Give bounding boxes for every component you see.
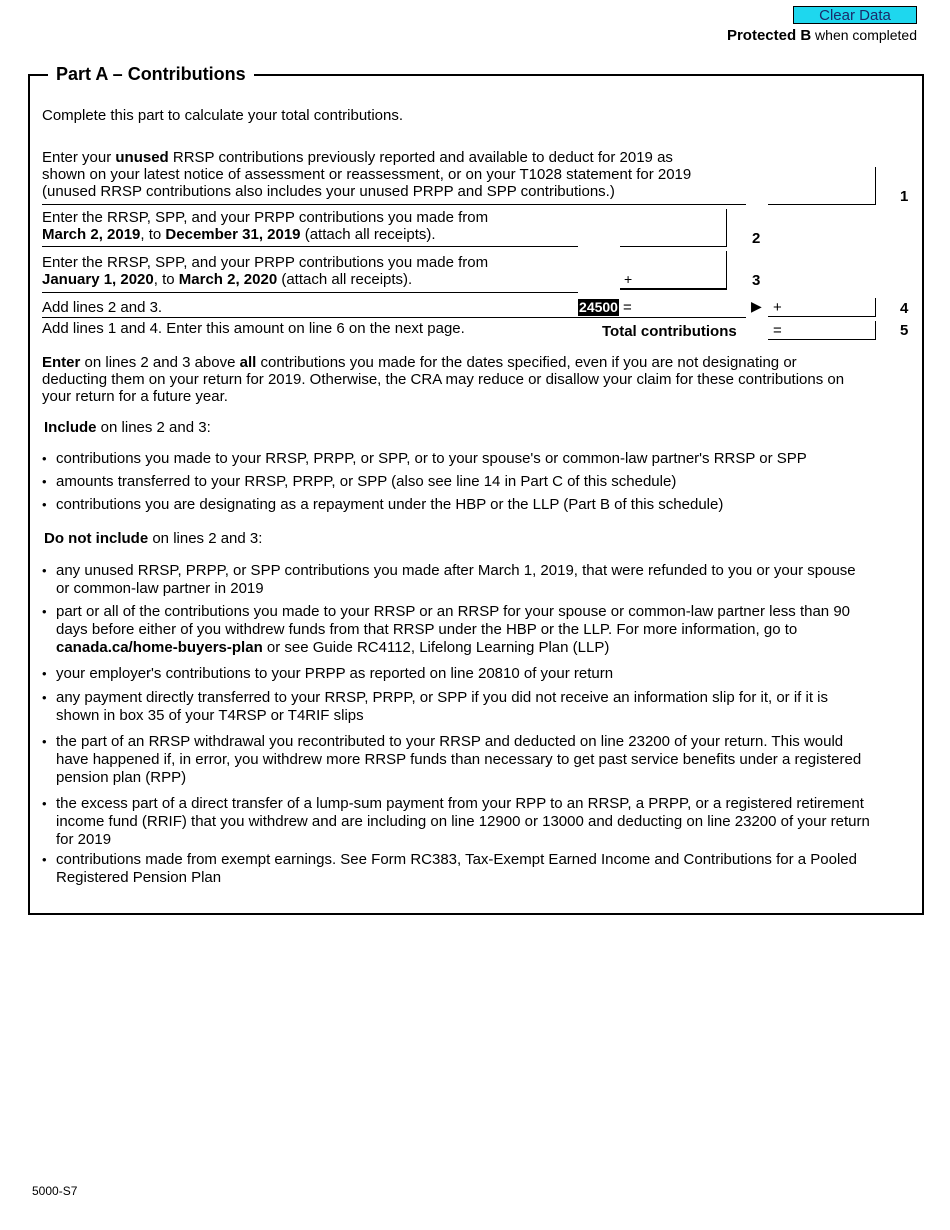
enter-note-line-2: deducting them on your return for 2019. Otherwise, the CRA may reduce or disallow your claim for these contributions on (42, 371, 845, 388)
include-heading (44, 419, 211, 436)
line-4-amount-field[interactable] (788, 298, 874, 316)
line-5-description: Add lines 1 and 4. Enter this amount on line 6 on the next page. (42, 320, 465, 337)
line-2-mid: , to (140, 226, 166, 243)
exclude-item-2-text: part or all of the contributions you made to your RRSP or an RRSP for your spouse or common-law partner less than 90 days before either of you withdrew funds from that RRSP under the HBP or the LLP. For more information, go to (56, 603, 851, 638)
line-1-pre: Enter your (42, 149, 116, 166)
exclude-heading (44, 530, 262, 547)
line-1-text-2: shown on your latest notice of assessment or reassessment, or on your T1028 statement for 2019 (42, 166, 692, 183)
line-3-amount-field[interactable] (640, 268, 724, 286)
line-2-end: (attach all receipts). (300, 226, 436, 243)
protected-b-text: Protected B (726, 27, 812, 44)
exclude-heading-rest: on lines 2 and 3: (148, 530, 263, 547)
form-code: 5000-S7 (32, 1184, 78, 1198)
line-3-number: 3 (752, 272, 761, 289)
include-item: • contributions you made to your RRSP, PRPP, or SPP, or to your spouse's or common-law partner's RRSP or SPP (42, 450, 882, 468)
include-item: • contributions you are designating as a repayment under the HBP or the LLP (Part B of this schedule) (42, 496, 882, 514)
include-list (42, 450, 882, 514)
include-heading-rest: on lines 2 and 3: (96, 419, 211, 436)
line-3-end: (attach all receipts). (277, 271, 413, 288)
line-3-date-to: March 2, 2020 (178, 271, 278, 288)
line-1-text-3: (unused RRSP contributions also includes your unused PRPP and SPP contributions.) (42, 183, 615, 200)
exclude-item: • your employer's contributions to your PRPP as reported on line 20810 of your return (42, 665, 872, 683)
line-2-date-to: December 31, 2019 (165, 226, 301, 243)
line-1-rest: RRSP contributions previously reported and available to deduct for 2019 as (168, 149, 673, 166)
line-1-bold: unused (115, 149, 169, 166)
line-2-number: 2 (752, 230, 761, 247)
line-3-text-1: Enter the RRSP, SPP, and your PRPP contributions you made from (42, 254, 489, 271)
home-buyers-plan-link[interactable]: canada.ca/home-buyers-plan (56, 639, 263, 656)
exclude-item: • any unused RRSP, PRPP, or SPP contributions you made after March 1, 2019, that were refunded to you or your spouse or common-law partner in 2019 (42, 562, 872, 598)
enter-note-t2: contributions you made for the dates specified, even if you are not designating or (256, 354, 797, 371)
exclude-item: • any payment directly transferred to your RRSP, PRPP, or SPP if you did not receive an information slip for it, or if it is shown in box 35 of your T4RSP or T4RIF slips (42, 689, 872, 725)
exclude-item: • the part of an RRSP withdrawal you recontributed to your RRSP and deducted on line 23200 of your return. This would have happened if, in error, you withdrew more RRSP funds than necessary to get past service benefits under a registered pension plan (RPP) (42, 733, 872, 787)
arrow-right-icon: ▶ (751, 298, 762, 314)
enter-note-line-3: your return for a future year. (42, 388, 228, 405)
include-heading-bold: Include (44, 419, 97, 436)
exclude-item-2-end: or see Guide RC4112, Lifelong Learning Plan (LLP) (262, 639, 610, 656)
line-2-date-from: March 2, 2019 (42, 226, 141, 243)
enter-note-t1: on lines 2 and 3 above (80, 354, 240, 371)
line-3-mid: , to (153, 271, 179, 288)
line-5-equals-sign: = (773, 322, 782, 339)
part-a-title: Part A – Contributions (48, 64, 254, 85)
line-4-plus-sign: + (773, 299, 782, 316)
line-4-subtotal-field[interactable] (640, 298, 740, 316)
line-3-description (42, 254, 488, 288)
exclude-heading-bold: Do not include (44, 530, 149, 547)
line-4-number: 4 (900, 300, 909, 317)
line-2-text-1: Enter the RRSP, SPP, and your PRPP contributions you made from (42, 209, 489, 226)
exclude-list (42, 562, 872, 887)
clear-data-button[interactable]: Clear Data (793, 6, 917, 24)
line-3-date-from: January 1, 2020 (42, 271, 154, 288)
line-4-description: Add lines 2 and 3. (42, 299, 163, 316)
include-item: • amounts transferred to your RRSP, PRPP, or SPP (also see line 14 in Part C of this schedule) (42, 473, 882, 491)
line-code-24500: 24500 (579, 299, 618, 315)
exclude-item (42, 603, 872, 657)
line-2-description (42, 209, 488, 243)
line-2-amount-field[interactable] (622, 226, 724, 244)
part-a-intro: Complete this part to calculate your total contributions. (42, 107, 404, 124)
enter-note-b1: Enter (42, 354, 81, 371)
protected-b-label (727, 27, 917, 44)
enter-note-b2: all (239, 354, 257, 371)
line-4-equals-sign: = (623, 299, 632, 316)
protected-suffix: when completed (811, 27, 917, 43)
line-1-amount-field[interactable] (770, 184, 874, 202)
exclude-item: • contributions made from exempt earnings. See Form RC383, Tax-Exempt Earned Income and Contributions for a Pooled Registered Pension Plan (42, 851, 872, 887)
line-5-number: 5 (900, 322, 909, 339)
line-3-plus-sign: + (624, 271, 633, 287)
enter-note (42, 354, 844, 405)
line-1-description (42, 149, 691, 200)
total-contributions-label: Total contributions (602, 323, 737, 340)
line-1-number: 1 (900, 188, 909, 205)
line-5-total-field[interactable] (788, 320, 874, 338)
exclude-item: • the excess part of a direct transfer of a lump-sum payment from your RPP to an RRSP, a PRPP, or a registered retirement income fund (RRIF) that you withdrew and are including on line 12900 or 13000 and deducting on line 23200 of your return for 2019 (42, 795, 872, 849)
